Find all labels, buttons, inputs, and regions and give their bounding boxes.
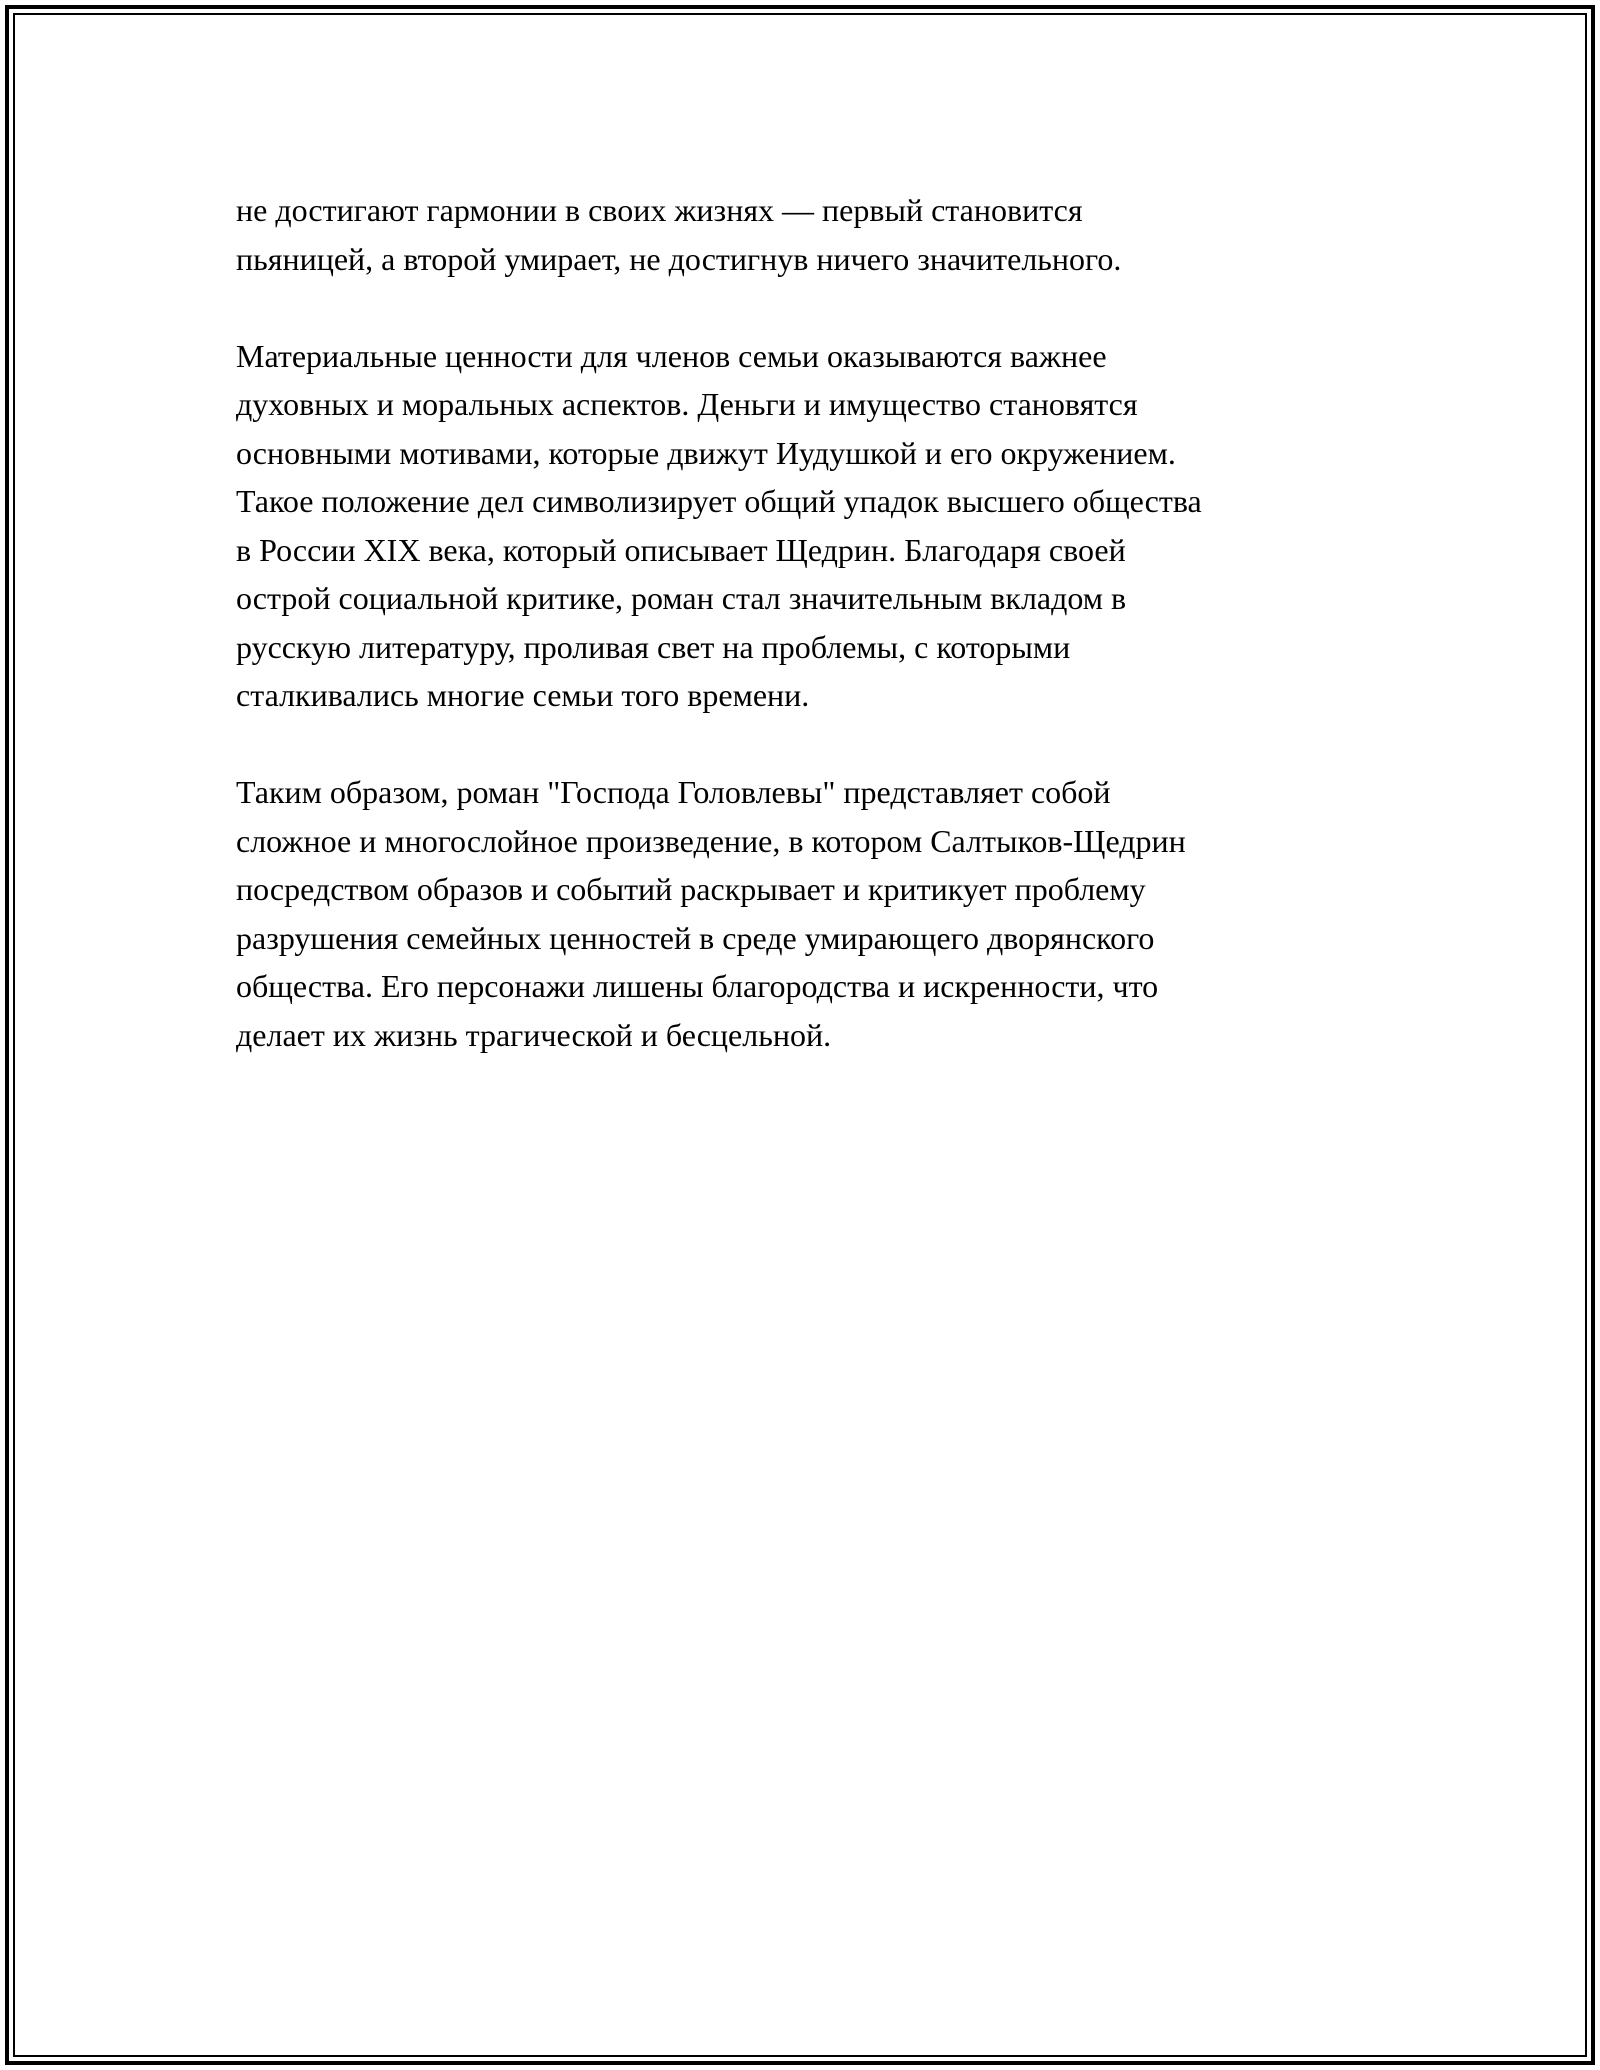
text-line: русскую литературу, проливая свет на проблемы, с которыми (236, 628, 1071, 665)
paragraph-3 (236, 768, 1366, 1059)
text-line: не достигают гармонии в своих жизнях — первый становится (236, 192, 1083, 228)
paragraph-1 (236, 186, 1366, 283)
text-line: сталкивались многие семьи того времени. (236, 677, 810, 713)
text-line: Материальные ценности для членов семьи оказываются важнее (236, 337, 1107, 374)
text-line: делает их жизнь трагической и бесцельной. (236, 1016, 832, 1053)
text-line: основными мотивами, которые движут Иудушкой и его окружением. (236, 434, 1176, 471)
text-line: общества. Его персонажи лишены благородства и искренности, что (236, 968, 1159, 1004)
text-line: Такое положение дел символизирует общий упадок высшего общества (236, 483, 1202, 519)
text-line: Таким образом, роман "Господа Головлевы" представляет собой (236, 774, 1111, 810)
text-line: разрушения семейных ценностей в среде умирающего дворянского (236, 919, 1155, 956)
text-line: сложное и многослойное произведение, в котором Салтыков-Щедрин (236, 822, 1186, 859)
text-line: духовных и моральных аспектов. Деньги и имущество становятся (236, 386, 1138, 422)
text-line: острой социальной критике, роман стал значительным вкладом в (236, 580, 1127, 616)
text-line: пьяницей, а второй умирает, не достигнув ничего значительного. (236, 240, 1122, 277)
paragraph-2 (236, 332, 1366, 720)
text-line: посредством образов и событий раскрывает и критикует проблему (236, 871, 1146, 907)
text-line: в России XIX века, который описывает Щедрин. Благодаря своей (236, 531, 1126, 568)
document-body (236, 186, 1366, 1108)
